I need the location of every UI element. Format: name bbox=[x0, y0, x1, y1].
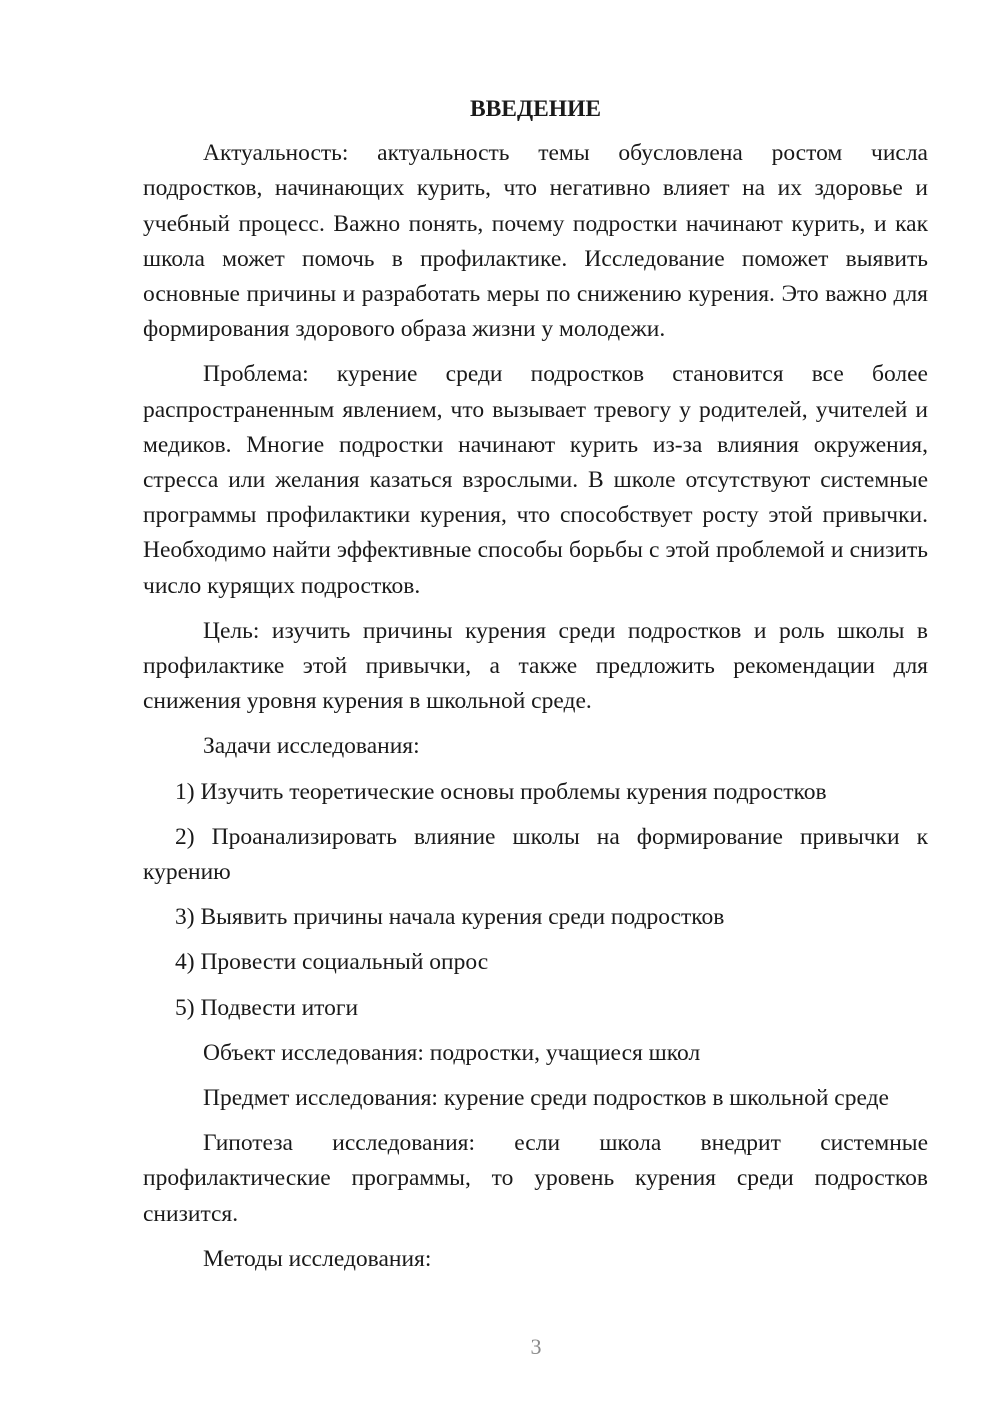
page-number: 3 bbox=[530, 1334, 542, 1359]
task-item-4: 4) Провести социальный опрос bbox=[175, 949, 489, 976]
paragraph-hypothesis: Гипотеза исследования: если школа внедрит системные профилактические программы, то уровень курения среди подростков снизится. bbox=[143, 1130, 928, 1227]
paragraph-goal: Цель: изучить причины курения среди подростков и роль школы в профилактике этой привычки, а также предложить рекомендации для снижения уровня курения в школьной среде. bbox=[143, 617, 928, 715]
paragraph-methods: Методы исследования: bbox=[203, 1245, 432, 1272]
paragraph-problem: Проблема: курение среди подростков становится все более распространенным явлением, что вызывает тревогу у родителей, учителей и медиков. Многие подростки начинают курить из-за влияния окружения, стресса или желания казаться взрослыми. В школе отсутствуют системные программы профилактики курения, что способствует росту этой привычки. Необходимо найти эффективные способы борьбы с этой проблемой и снизить число курящих подростков. bbox=[143, 361, 928, 599]
tasks-heading: Задачи исследования: bbox=[203, 733, 420, 760]
task-item-1: 1) Изучить теоретические основы проблемы курения подростков bbox=[175, 778, 827, 805]
task-item-2: 2) Проанализировать влияние школы на формирование привычки к курению bbox=[143, 823, 928, 886]
document-page bbox=[143, 92, 928, 1287]
task-item-3: 3) Выявить причины начала курения среди подростков bbox=[175, 904, 725, 931]
task-item-5: 5) Подвести итоги bbox=[175, 994, 359, 1021]
section-title: ВВЕДЕНИЕ bbox=[469, 96, 602, 122]
paragraph-actuality: Актуальность: актуальность темы обусловлена ростом числа подростков, начинающих курить, что негативно влияет на их здоровье и учебный процесс. Важно понять, почему подростки начинают курить, и как школа может помочь в профилактике. Исследование поможет выявить основные причины и разработать меры по снижению курения. Это важно для формирования здорового образа жизни у молодежи. bbox=[143, 140, 928, 343]
paragraph-object: Объект исследования: подростки, учащиеся школ bbox=[203, 1039, 701, 1066]
paragraph-subject: Предмет исследования: курение среди подростков в школьной среде bbox=[203, 1085, 889, 1112]
